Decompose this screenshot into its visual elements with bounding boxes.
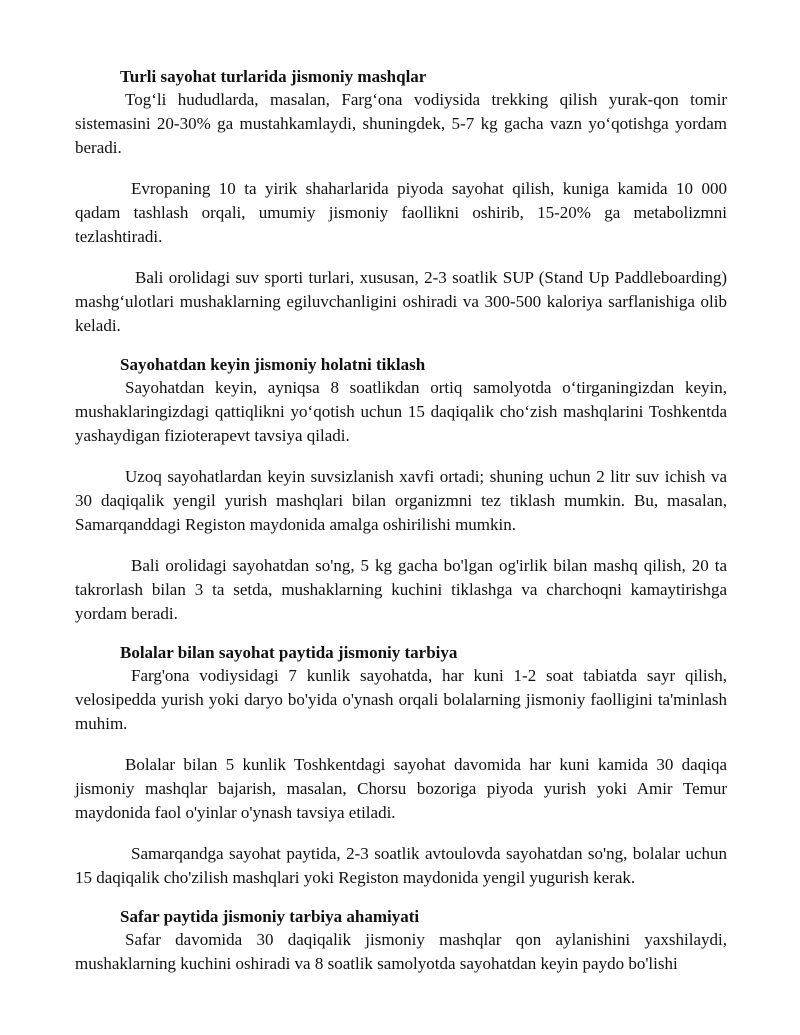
paragraph: Sayohatdan keyin, ayniqsa 8 soatlikdan ortiq samolyotda o‘tirganingizdan keyin, mushaklaringizdagi qattiqlikni yo‘qotish uchun 15 daqiqalik cho‘zish mashqlarini Toshkentda yashaydigan fizioterapevt tavsiya qiladi. bbox=[75, 378, 727, 445]
section-heading: Bolalar bilan sayohat paytida jismoniy tarbiya bbox=[120, 643, 458, 662]
document-page bbox=[75, 66, 727, 976]
paragraph: Samarqandga sayohat paytida, 2-3 soatlik avtoulovda sayohatdan so'ng, bolalar uchun 15 daqiqalik cho'zilish mashqlari yoki Registon maydonida yengil yugurish kerak. bbox=[75, 844, 727, 887]
paragraph: Tog‘li hududlarda, masalan, Farg‘ona vodiysida trekking qilish yurak-qon tomir sistemasini 20-30% ga mustahkamlaydi, shuningdek, 5-7 kg gacha vazn yo‘qotishga yordam beradi. bbox=[75, 90, 727, 157]
paragraph: Uzoq sayohatlardan keyin suvsizlanish xavfi ortadi; shuning uchun 2 litr suv ichish va 30 daqiqalik yengil yurish mashqlari bilan organizmni tez tiklash mumkin. Bu, masalan, Samarqanddagi Registon maydonida amalga oshirilishi mumkin. bbox=[75, 467, 727, 534]
paragraph: Evropaning 10 ta yirik shaharlarida piyoda sayohat qilish, kuniga kamida 10 000 qadam tashlash orqali, umumiy jismoniy faollikni oshirib, 15-20% ga metabolizmni tezlashtiradi. bbox=[75, 179, 727, 246]
paragraph: Farg'ona vodiysidagi 7 kunlik sayohatda, har kuni 1-2 soat tabiatda sayr qilish, velosipedda yurish yoki daryo bo'yida o'ynash orqali bolalarning jismoniy faolligini ta'minlash muhim. bbox=[75, 666, 727, 733]
paragraph: Bali orolidagi suv sporti turlari, xususan, 2-3 soatlik SUP (Stand Up Paddleboarding) mashg‘ulotlari mushaklarning egiluvchanligini oshiradi va 300-500 kaloriya sarflanishiga olib keladi. bbox=[75, 268, 727, 335]
section-heading: Safar paytida jismoniy tarbiya ahamiyati bbox=[120, 907, 420, 926]
section-heading: Turli sayohat turlarida jismoniy mashqlar bbox=[120, 67, 427, 86]
section-heading: Sayohatdan keyin jismoniy holatni tiklash bbox=[120, 355, 426, 374]
paragraph: Bolalar bilan 5 kunlik Toshkentdagi sayohat davomida har kuni kamida 30 daqiqa jismoniy mashqlar bajarish, masalan, Chorsu bozoriga piyoda yurish yoki Amir Temur maydonida faol o'yinlar o'ynash tavsiya etiladi. bbox=[75, 755, 727, 822]
paragraph: Bali orolidagi sayohatdan so'ng, 5 kg gacha bo'lgan og'irlik bilan mashq qilish, 20 ta takrorlash bilan 3 ta setda, mushaklarning kuchini tiklashga va charchoqni kamaytirishga yordam beradi. bbox=[75, 556, 727, 623]
paragraph: Safar davomida 30 daqiqalik jismoniy mashqlar qon aylanishini yaxshilaydi, mushaklarning kuchini oshiradi va 8 soatlik samolyotda sayohatdan keyin paydo bo'lishi bbox=[75, 930, 727, 973]
